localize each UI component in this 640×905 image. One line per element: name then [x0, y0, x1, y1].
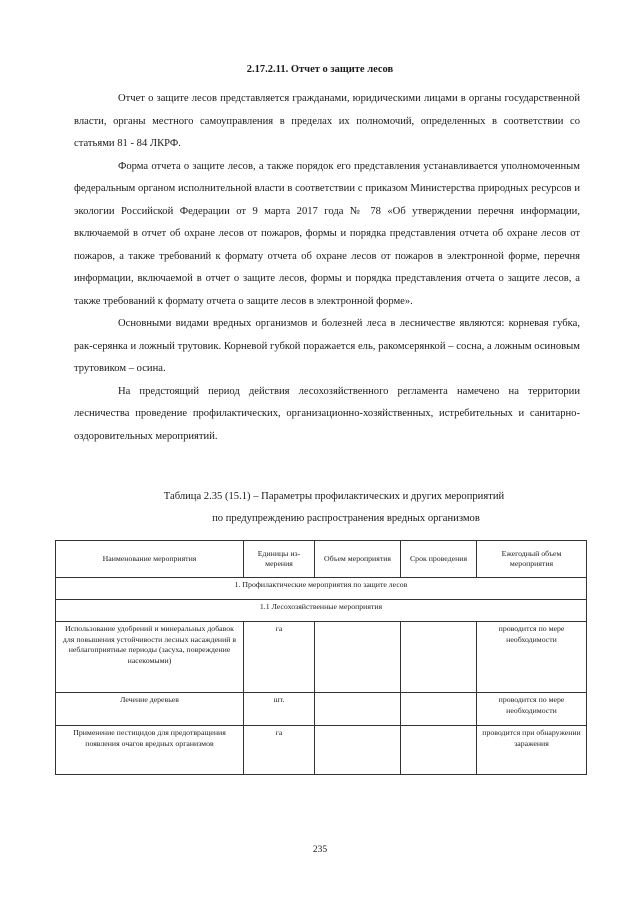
- cell-name: Использование удобрений и минеральных добавок для повышения устойчивости лесных насаждений в неблагоприятные периоды (засуха, повреждение насекомыми): [56, 622, 244, 693]
- cell-unit: шт.: [244, 693, 315, 726]
- table-row: [56, 726, 587, 775]
- page-number: 235: [312, 845, 328, 855]
- table-row: [56, 622, 587, 693]
- cell-volume: [315, 693, 401, 726]
- cell-term: [401, 622, 477, 693]
- table-caption-line: по предупреждению распространения вредных организмов: [212, 513, 480, 524]
- cell-term: [401, 693, 477, 726]
- header-cell: Ежегодный объем мероприятия: [477, 541, 587, 578]
- section-cell: 1. Профилактические мероприятия по защите лесов: [56, 578, 587, 600]
- section-row: [56, 578, 587, 600]
- paragraph: Основными видами вредных организмов и болезней леса в лесничестве являются: корневая губка, рак-серянка и ложный трутовик. Корневой губкой поражается ель, ракомсерянкой – сосна, а ложным осиновым трутовиком – осина.: [74, 318, 580, 374]
- cell-name: Лечение деревьев: [56, 693, 244, 726]
- cell-unit: га: [244, 726, 315, 775]
- cell-annual: проводится при обнаружении заражения: [477, 726, 587, 775]
- header-cell: Срок проведения: [401, 541, 477, 578]
- cell-term: [401, 726, 477, 775]
- table-header-row: [56, 541, 587, 578]
- table-caption: [0, 486, 640, 530]
- paragraph: На предстоящий период действия лесохозяйственного регламента намечено на территории лесничества проведение профилактических, организационно-хозяйственных, истребительных и санитарно-оздоровительных мероприятий.: [74, 385, 580, 442]
- paragraph: Отчет о защите лесов представляется гражданами, юридическими лицами в органы государственной власти, органы местного самоуправления в пределах их полномочий, определенных в соответствии со статьями 81 - 84 ЛКРФ.: [74, 93, 580, 149]
- body-text: [74, 88, 580, 448]
- subsection-cell: 1.1 Лесохозяйственные мероприятия: [56, 600, 587, 622]
- cell-unit: га: [244, 622, 315, 693]
- section-heading: 2.17.2.11. Отчет о защите лесов: [246, 64, 394, 75]
- cell-volume: [315, 622, 401, 693]
- table-row: [56, 693, 587, 726]
- header-cell: Объем мероприятия: [315, 541, 401, 578]
- paragraph: Форма отчета о защите лесов, а также порядок его представления устанавливается уполномоченным федеральным органом исполнительной власти в соответствии с приказом Министерства природных ресурсов и экологии Российской Федерации от 9 марта 2017 года № 78 «Об утверждении перечня информации, включаемой в отчет об охране лесов от пожаров, формы и порядка представления отчета об охране лесов от пожаров, а также требований к формату отчета об охране лесов от пожаров в электронной форме, перечня информации, включаемой в отчет о защите лесов, формы и порядка представления отчета о защите лесов, а также требований к формату отчета о защите лесов в электронной форме».: [74, 160, 580, 307]
- subsection-row: [56, 600, 587, 622]
- table-caption-line: Таблица 2.35 (15.1) – Параметры профилактических и других мероприятий: [163, 491, 505, 502]
- cell-name: Применение пестицидов для предотвращения появления очагов вредных организмов: [56, 726, 244, 775]
- cell-annual: проводится по мере необходимости: [477, 622, 587, 693]
- header-cell: Наименование мероприятия: [56, 541, 244, 578]
- cell-volume: [315, 726, 401, 775]
- cell-annual: проводится по мере необходимости: [477, 693, 587, 726]
- measures-table: [55, 540, 587, 775]
- header-cell: Единицы из-мерения: [244, 541, 315, 578]
